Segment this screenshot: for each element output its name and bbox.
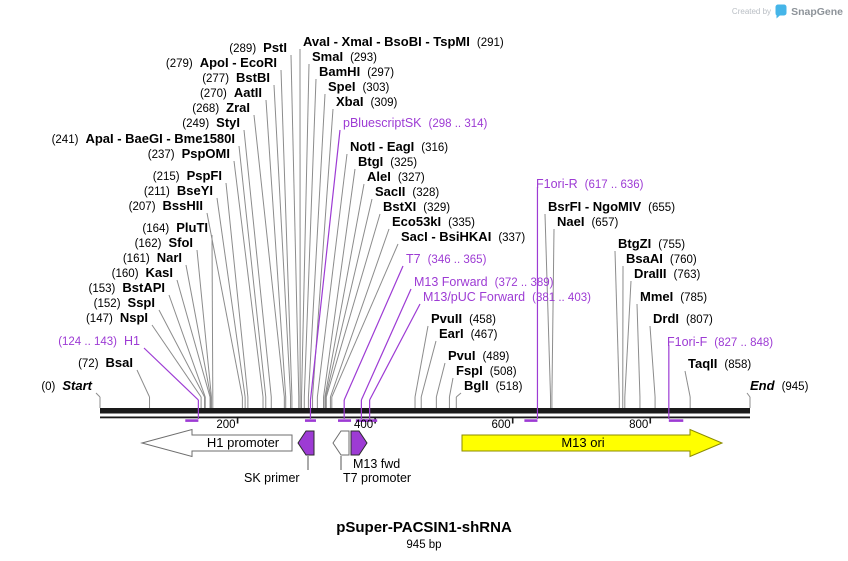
site-label-nari[interactable] [123,251,182,266]
leader-line-pvui [436,363,445,397]
site-label-bsaai[interactable] [626,252,697,267]
site-name: ApoI - EcoRI [199,55,277,70]
site-name: BstAPI [122,280,165,295]
site-label-avai-xmai-bsobi-tspmi[interactable] [303,35,504,50]
site-label-fspi[interactable] [456,364,517,379]
site-label-pspomi[interactable] [148,147,230,162]
site-position: (518) [495,381,523,393]
site-name: Eco53kI [392,214,442,229]
site-position: (270) [199,88,227,100]
site-position: (279) [165,58,193,70]
site-position: (241) [51,134,79,146]
site-name: BtgI [358,154,384,169]
site-position: (297) [367,67,395,79]
leader-line-eco53ki [330,229,389,397]
site-name: BstXI [383,199,417,214]
site-position: (489) [482,351,510,363]
site-name: KasI [145,265,173,280]
site-position: (298 .. 314) [428,118,488,130]
ruler-tick-label-200: 200 [216,419,236,431]
site-label-bamhi[interactable] [319,65,394,80]
site-position: (237) [147,149,175,161]
site-label-bseyi[interactable] [144,184,213,199]
leader-line-pspomi [234,161,263,397]
site-label-drdi[interactable] [653,312,713,327]
site-position: (945) [781,381,809,393]
site-position: (657) [591,217,619,229]
watermark-brand: SnapGene [791,5,843,18]
site-name: AvaI - XmaI - BsoBI - TspMI [303,34,470,49]
site-position: (508) [489,366,517,378]
site-name: NaeI [557,214,585,229]
site-label-psti[interactable] [229,41,287,56]
leader-line-start [96,393,100,397]
site-name: Start [62,378,92,393]
site-label-start[interactable] [41,379,92,394]
site-position: (328) [412,187,440,199]
site-label-taqii[interactable] [688,357,751,372]
site-position: (160) [111,268,139,280]
site-label-pspfi[interactable] [153,169,222,184]
site-position: (458) [469,314,496,326]
site-position: (289) [229,43,257,55]
sk-primer-arrow[interactable] [298,431,314,455]
site-label-alei[interactable] [367,170,425,185]
site-label-h1[interactable] [58,334,140,349]
leader-line-zrai [254,115,284,397]
site-position: (0) [41,381,56,393]
leader-line-bamhi [304,79,316,397]
leader-line-draiii [625,281,631,397]
site-position: (162) [134,238,162,250]
site-label-eari[interactable] [439,327,497,342]
site-position: (346 .. 365) [427,254,487,266]
site-label-spei[interactable] [328,80,389,95]
site-name: T7 [406,252,421,266]
callout-label-t7-promoter[interactable]: T7 promoter [343,471,412,485]
site-name: End [750,378,775,393]
leader-line-pluti [212,235,213,397]
site-name: PluTI [176,220,208,235]
site-label-aatii[interactable] [200,86,262,101]
site-label-styi[interactable] [182,116,240,131]
site-label-draiii[interactable] [634,267,700,282]
title-block [0,519,848,551]
t7-promoter-arrow[interactable] [333,431,349,455]
site-name: DraIII [634,266,667,281]
site-position: (268) [192,103,220,115]
site-name: BglI [464,378,489,393]
site-name: FspI [456,363,483,378]
site-label-saci-bsihkai[interactable] [401,230,525,245]
leader-line-bsai [137,370,150,397]
site-position: (316) [421,142,449,154]
site-position: (329) [423,202,451,214]
site-position: (335) [448,217,476,229]
site-label-bsai[interactable] [78,356,133,371]
site-position: (755) [658,239,686,251]
site-label-btgi[interactable] [358,155,417,170]
callout-label-m13-fwd[interactable]: M13 fwd [353,457,401,471]
site-name: AatII [233,85,262,100]
site-label-pbluescriptsk[interactable] [343,116,487,131]
site-name: ApaI - BaeGI - Bme1580I [85,131,235,146]
site-label-btgzi[interactable] [618,237,685,252]
site-position: (161) [122,253,150,265]
site-name: DrdI [653,311,679,326]
leader-line-m13-puc-forward [370,304,420,400]
site-position: (372 .. 389) [494,277,554,289]
site-position: (277) [202,73,230,85]
site-name: F1ori-R [536,177,578,191]
site-label-pluti[interactable] [142,221,208,236]
site-position: (124 .. 143) [58,336,118,348]
plasmid-title: pSuper-PACSIN1-shRNA [336,519,512,536]
site-name: F1ori-F [667,335,708,349]
site-label-zrai[interactable] [192,101,250,116]
site-label-bsshii[interactable] [129,199,203,214]
leader-line-pvuii [415,326,428,397]
site-label-end[interactable] [750,379,808,394]
ruler-tick-label-800: 800 [629,419,649,431]
site-name: BsaI [105,355,133,370]
leader-line-naei [552,229,554,397]
leader-line-fspi [449,378,453,397]
ruler-bar [100,408,750,414]
site-label-apai-baegi-bme1580i[interactable] [52,132,235,147]
site-label-naei[interactable] [557,215,618,230]
site-name: SacI - BsiHKAI [401,229,492,244]
ruler-tick-label-400: 400 [353,419,374,431]
site-position: (381 .. 403) [532,292,591,304]
leader-line-mmei [637,304,640,397]
site-name: BsrFI - NgoMIV [548,199,642,214]
site-label-mmei[interactable] [640,290,707,305]
site-name: PvuII [431,311,463,326]
site-position: (152) [93,298,121,310]
site-label-bstbi[interactable] [202,71,270,86]
site-label-bstxi[interactable] [383,200,450,215]
site-label-sspi[interactable] [94,296,155,311]
leader-line-pspfi [226,183,248,397]
watermark-created-by: Created by [731,7,772,16]
site-position: (763) [673,269,701,281]
site-name: NotI - EagI [350,139,415,154]
site-name: M13 Forward [414,275,488,289]
site-position: (309) [370,97,398,109]
site-name: NarI [156,250,182,265]
leader-line-drdi [650,326,655,397]
leader-line-btgzi [615,251,619,397]
leader-line-taqii [685,371,690,397]
site-name: pBluescriptSK [343,116,422,130]
site-label-f1ori-r[interactable] [536,177,644,192]
site-name: XbaI [336,94,364,109]
site-label-t7[interactable] [406,252,486,267]
site-name: BsaAI [626,251,663,266]
leader-line-noti-eagi [317,154,347,397]
site-position: (147) [85,313,113,325]
site-name: EarI [439,326,464,341]
site-name: MmeI [640,289,674,304]
site-position: (303) [362,82,390,94]
site-position: (327) [397,172,425,184]
site-label-bgli[interactable] [464,379,522,394]
site-name: BssHII [162,198,203,213]
site-name: PspOMI [181,146,230,161]
site-label-bsrfi-ngomiv[interactable] [548,200,675,215]
site-name: AleI [367,169,391,184]
site-position: (760) [669,254,697,266]
site-label-xbai[interactable] [336,95,397,110]
callout-label-sk-primer[interactable]: SK primer [244,471,300,485]
site-name: BseYI [176,183,213,198]
leader-line-bstapi [169,295,205,397]
site-name: StyI [216,115,240,130]
ruler-baseline [100,417,750,419]
site-position: (164) [142,223,170,235]
site-position: (249) [182,118,210,130]
site-label-nspi[interactable] [86,311,148,326]
site-position: (211) [143,186,170,198]
plasmid-length: 945 bp [406,539,442,551]
ruler-tick-label-600: 600 [491,419,511,431]
leader-line-kasi [177,280,210,397]
site-position: (153) [88,283,116,295]
m13-ori-arrow-label[interactable]: M13 ori [561,435,605,450]
site-label-sfoi[interactable] [135,236,193,251]
site-name: BtgZI [618,236,652,251]
site-label-noti-eagi[interactable] [350,140,448,155]
site-position: (291) [476,37,504,49]
leader-line-psti [291,55,299,397]
site-position: (655) [648,202,676,214]
leader-line-smai [302,64,309,397]
site-position: (215) [152,171,180,183]
site-name: BamHI [319,64,361,79]
site-label-m13-forward[interactable] [414,275,553,290]
site-name: BstBI [236,70,270,85]
leader-line-bgli [456,393,461,397]
site-label-pvui[interactable] [448,349,509,364]
site-name: PvuI [448,348,476,363]
leader-line-pbluescriptsk [310,130,340,400]
site-position: (827 .. 848) [714,337,774,349]
site-name: SpeI [328,79,356,94]
leader-line-bsrfi-ngomiv [545,214,551,397]
site-position: (807) [686,314,713,326]
site-name: PspFI [186,168,222,183]
h1-promoter-arrow-label[interactable]: H1 promoter [206,435,280,450]
site-label-eco53ki[interactable] [392,215,475,230]
site-position: (617 .. 636) [584,179,644,191]
site-label-f1ori-f[interactable] [667,335,773,350]
site-name: H1 [124,334,140,348]
site-label-apoi-ecori[interactable] [166,56,277,71]
site-position: (325) [390,157,418,169]
site-label-bstapi[interactable] [89,281,165,296]
site-name: ZraI [226,100,250,115]
site-name: PstI [263,40,287,55]
site-label-m13-puc-forward[interactable] [423,290,591,305]
site-position: (858) [724,359,752,371]
site-position: (72) [78,358,99,370]
leader-line-nspi [152,325,201,397]
site-name: M13/pUC Forward [423,290,526,304]
site-name: SfoI [168,235,193,250]
site-label-smai[interactable] [312,50,377,65]
leader-line-btgi [324,169,355,397]
site-position: (293) [350,52,377,64]
m13-fwd-arrow[interactable] [351,431,367,455]
site-name: SmaI [312,49,344,64]
site-name: TaqII [688,356,718,371]
site-label-kasi[interactable] [112,266,173,281]
site-label-pvuii[interactable] [431,312,496,327]
site-name: NspI [119,310,148,325]
site-position: (467) [470,329,498,341]
site-position: (207) [128,201,156,213]
site-name: SspI [127,295,155,310]
site-position: (337) [498,232,526,244]
site-position: (785) [680,292,708,304]
site-label-sacii[interactable] [375,185,439,200]
site-name: SacII [375,184,406,199]
